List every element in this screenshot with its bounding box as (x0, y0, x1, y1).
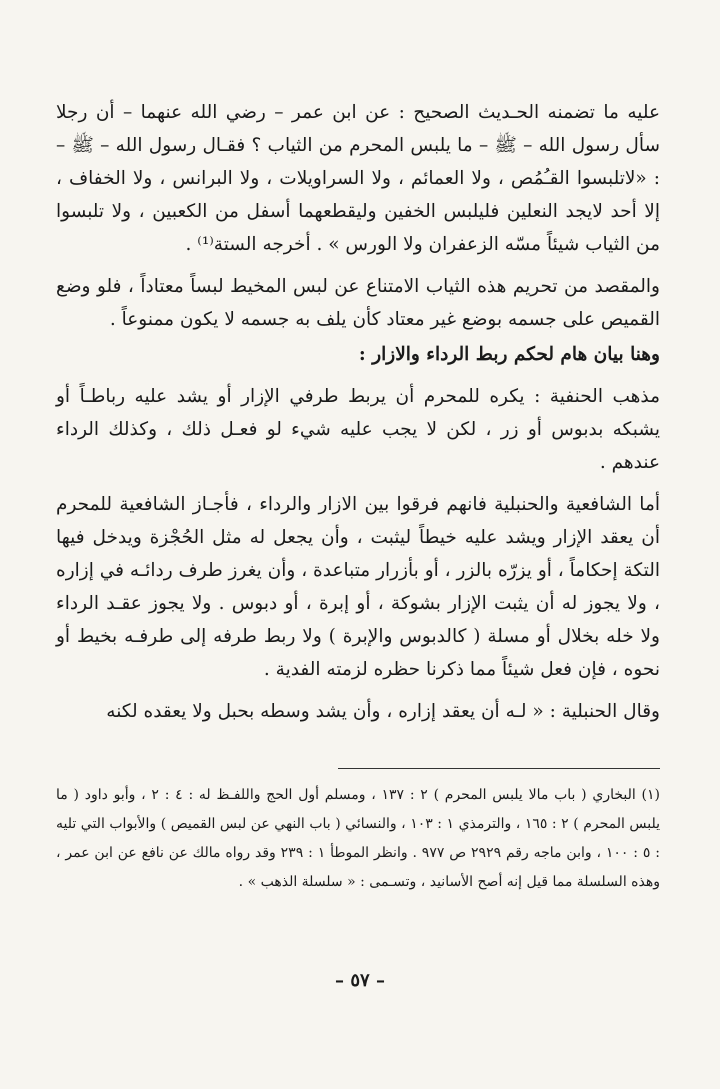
paragraph-purpose: والمقصد من تحريم هذه الثياب الامتناع عن لبس المخيط لبساً معتاداً ، فلو وضع القميص على جسمه بوضع غير معتاد كأن يلف به جسمه لا يكون ممنوعاً . (56, 276, 660, 330)
paragraph-shafii-hanbali: أما الشافعية والحنبلية فانهم فرقوا بين الازار والرداء ، فأجـاز الشافعية للمحرم أن يعقد الإزار ويشد عليه خيطاً ليثبت ، وأن يجعل له مثل الحُجْزة ويدخل فيها التكة إحكاماً ، أو يزرّه بالزر ، أو بأزرار متباعدة ، وأن يغرز طرف ردائـه في إزاره ، ولا يجوز له أن يثبت الإزار بشوكة ، أو إبرة ، أو دبوس . ولا يجوز عقـد الرداء ولا خله بخلال أو مسلة ( كالدبوس والإبرة ) ولا ربط طرفه إلى طرفـه بخيط أو نحوه ، فإن فعل شيئاً مما ذكرنا حظره لزمته الفدية . (56, 494, 660, 680)
paragraph-hanbali: وقال الحنبلية : « لـه أن يعقد إزاره ، وأن يشد وسطه بحبل ولا يعقده لكنه (106, 701, 660, 722)
footnote-divider (338, 768, 660, 769)
paragraph-hadith: عليه ما تضمنه الحـديث الصحيح : عن ابن عمر – رضي الله عنهما – أن رجلا سأل رسول الله – ﷺ – ما يلبس المحرم من الثياب ؟ فقـال رسول الله – ﷺ – : «لاتلبسوا القـُمُص ، ولا العمائم ، ولا السراويلات ، ولا البرانس ، ولا الخفاف ، إلا أحد لايجد النعلين فليلبس الخفين وليقطعهما أسفل من الكعبين ، ولا تلبسوا من الثياب شيئاً مسّه الزعفران ولا الورس » . أخرجه الستة⁽¹⁾ . (56, 102, 660, 255)
section-heading: وهنا بيان هام لحكم ربط الرداء والازار : (358, 344, 660, 365)
page-number: – ٥٧ – (335, 970, 385, 991)
paragraph-hanafi: مذهب الحنفية : يكره للمحرم أن يربط طرفي الإزار أو يشد عليه رباطـاً أو يشبكه بدبوس أو زر ، لكن لا يجب عليه شيء لو فعـل ذلك ، وكذلك الرداء عندهم . (56, 386, 660, 473)
footnote: (١) البخاري ( باب مالا يلبس المحرم ) ٢ : ١٣٧ ، ومسلم أول الحج واللفـظ له : ٤ : ٢ ، وأبو داود ( ما يلبس المحرم ) ٢ : ١٦٥ ، والترمذي ١ : ١٠٣ ، والنسائي ( باب النهي عن لبس القميص ) والأبواب التي تليه : ٥ : ١٠٠ ، وابن ماجه رقم ٢٩٢٩ ص ٩٧٧ . وانظر الموطأ ١ : ٢٣٩ وقد رواه مالك عن نافع عن ابن عمر ، وهذه السلسلة مما قيل إنه أصح الأسانيد ، وتسـمى : « سلسلة الذهب » . (56, 787, 661, 890)
